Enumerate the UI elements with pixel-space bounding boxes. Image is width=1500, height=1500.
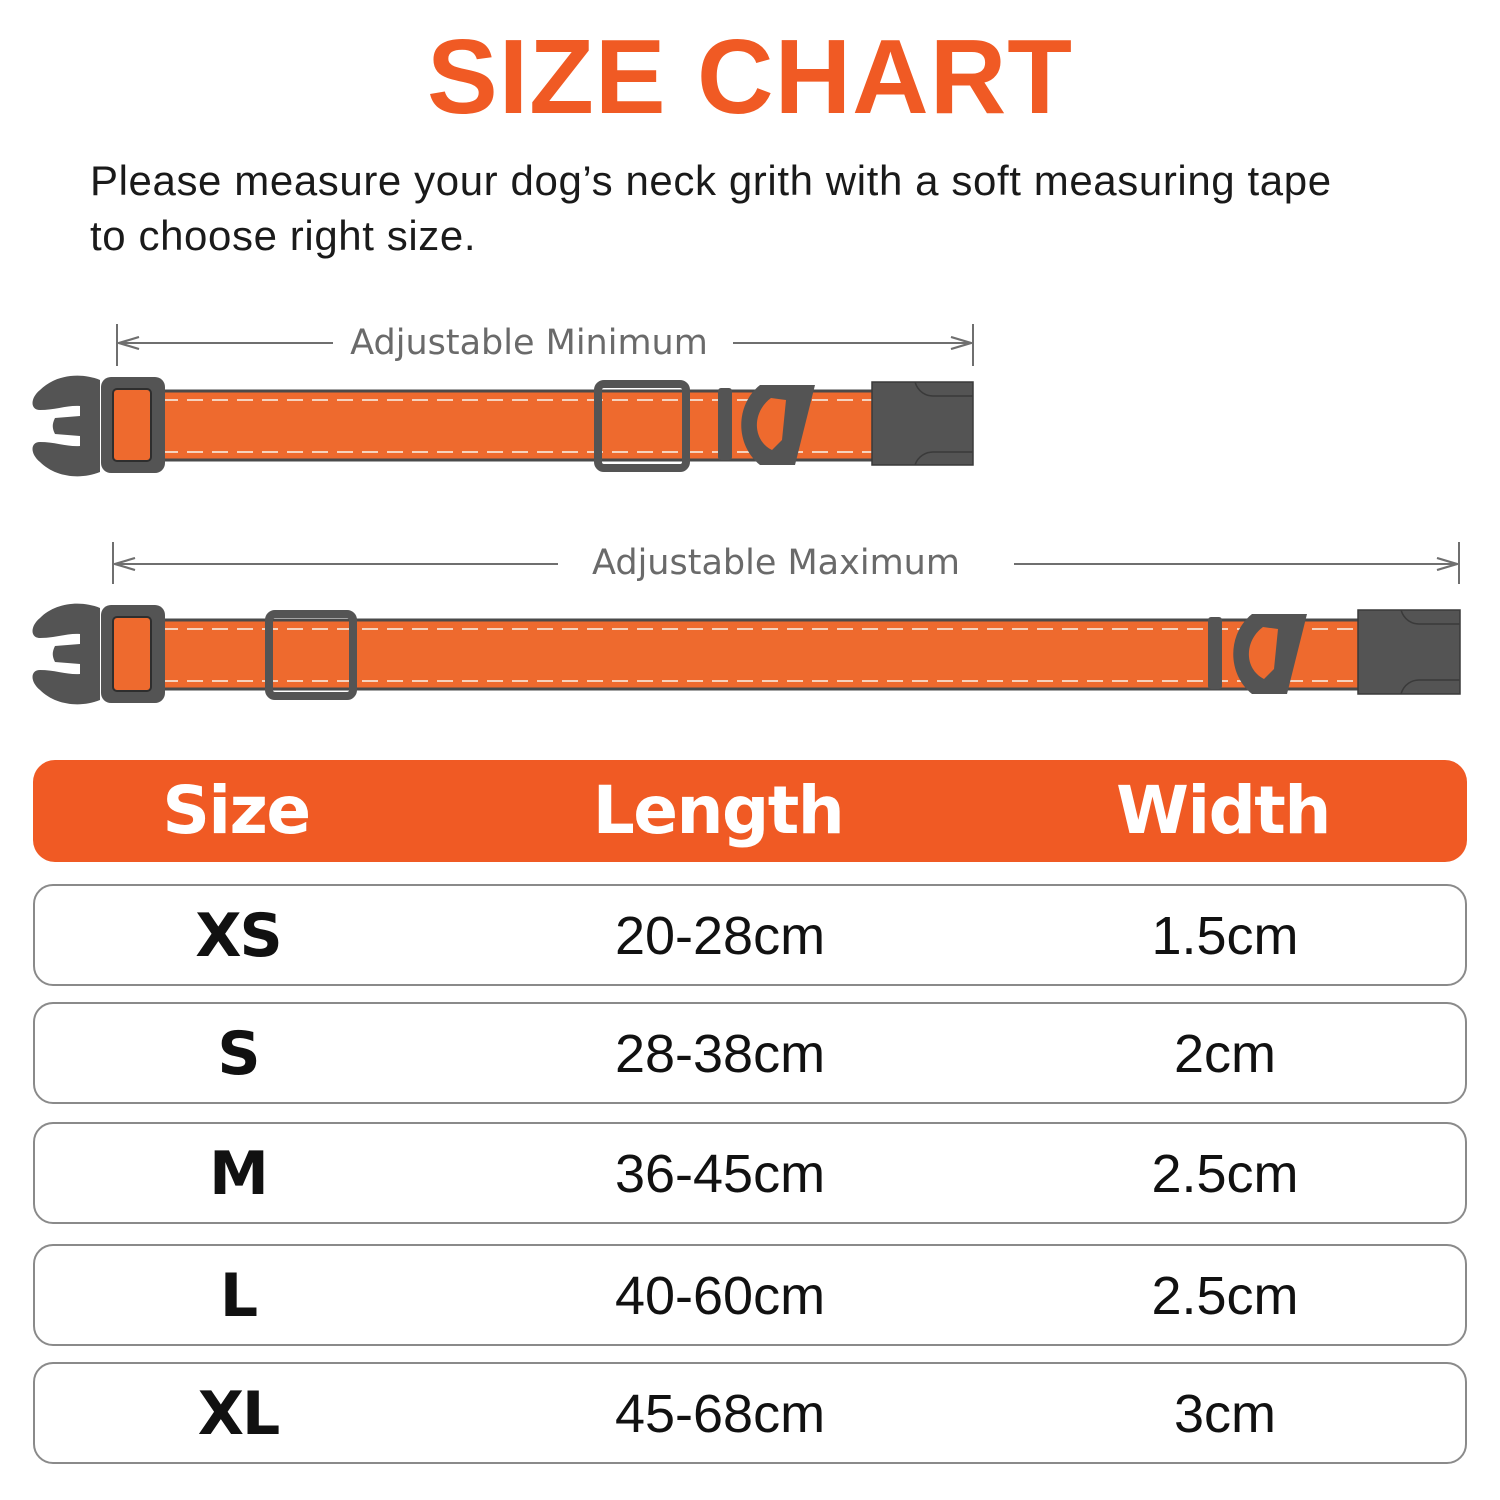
table-row <box>33 1362 1467 1464</box>
table-row <box>33 1122 1467 1224</box>
length-cell: 45-68cm <box>614 1384 826 1444</box>
width-cell: 2cm <box>1173 1024 1276 1084</box>
collar-maximum <box>33 604 1461 705</box>
collar-minimum <box>33 376 974 477</box>
size-cell: S <box>217 1019 259 1089</box>
table-row <box>33 884 1467 986</box>
table-header <box>33 760 1467 862</box>
length-cell: 28-38cm <box>614 1024 826 1084</box>
table-row <box>33 1244 1467 1346</box>
adjustable-minimum-label: Adjustable Minimum <box>350 323 708 363</box>
width-cell: 3cm <box>1173 1384 1276 1444</box>
measurement-instructions <box>90 153 1450 263</box>
collar-diagram <box>0 300 1500 720</box>
header-width: Width <box>1116 772 1330 849</box>
adjustable-maximum-label: Adjustable Maximum <box>592 543 960 583</box>
length-cell: 36-45cm <box>614 1144 826 1204</box>
table-row <box>33 1002 1467 1104</box>
instructions-line-2: to choose right size. <box>90 212 477 259</box>
size-cell: XL <box>197 1379 279 1449</box>
header-length: Length <box>592 772 844 849</box>
width-cell: 1.5cm <box>1151 906 1299 966</box>
size-cell: L <box>219 1261 257 1331</box>
header-size: Size <box>162 772 310 849</box>
width-cell: 2.5cm <box>1151 1144 1299 1204</box>
page-title: SIZE CHART <box>427 18 1073 136</box>
size-cell: XS <box>195 901 281 971</box>
instructions-line-1: Please measure your dog’s neck grith with a soft measuring tape <box>90 157 1332 204</box>
length-cell: 40-60cm <box>614 1266 826 1326</box>
width-cell: 2.5cm <box>1151 1266 1299 1326</box>
minimum-dimension-line <box>117 323 973 366</box>
maximum-dimension-line <box>113 542 1459 584</box>
size-cell: M <box>209 1139 267 1209</box>
length-cell: 20-28cm <box>614 906 826 966</box>
